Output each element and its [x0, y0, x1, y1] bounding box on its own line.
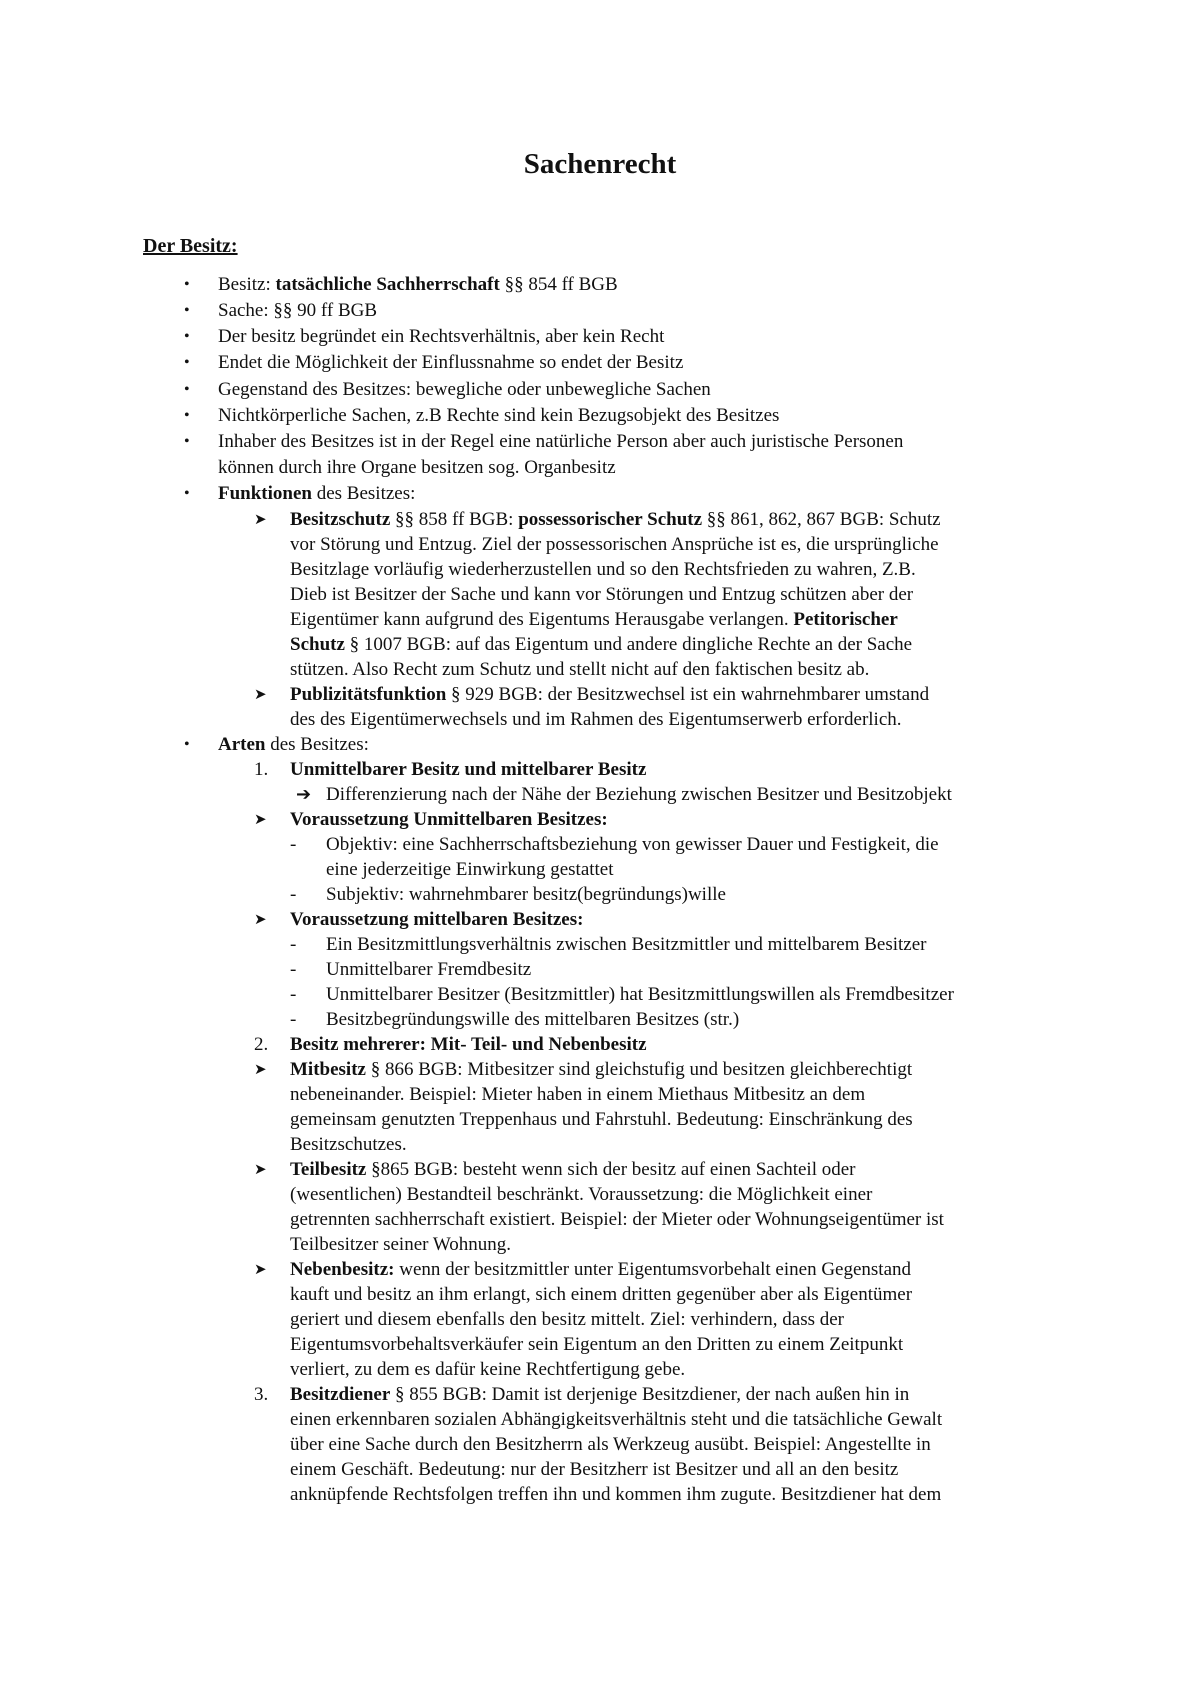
text-line — [290, 707, 902, 732]
dash-bullet: - — [290, 834, 297, 855]
text-run: Besitz: — [218, 274, 276, 295]
text-line — [290, 1032, 647, 1057]
text-line — [290, 1307, 844, 1332]
bold-text: Unmittelbarer Besitz und mittelbarer Besitz — [290, 759, 647, 780]
text-line — [290, 1482, 941, 1507]
text-run: Unmittelbarer Fremdbesitz — [326, 959, 532, 980]
text-line — [218, 429, 903, 454]
text-line — [218, 272, 618, 297]
text-line — [290, 807, 608, 832]
arrow-bullet-icon: ➤ — [254, 1160, 267, 1178]
text-line — [218, 350, 683, 375]
bullet-icon: • — [184, 328, 190, 345]
text-run: gemeinsam genutzten Treppenhaus und Fahrstuhl. Bedeutung: Einschränkung des — [290, 1109, 913, 1130]
text-run: verliert, zu dem es dafür keine Rechtfertigung gebe. — [290, 1359, 686, 1380]
arrow-bullet-icon: ➤ — [254, 1060, 267, 1078]
bold-text: Mitbesitz — [290, 1059, 366, 1080]
text-run: Der besitz begründet ein Rechtsverhältnis, aber kein Recht — [218, 326, 665, 347]
text-run: anknüpfende Rechtsfolgen treffen ihn und kommen ihm zugute. Besitzdiener hat dem — [290, 1484, 942, 1505]
dash-bullet: - — [290, 984, 297, 1005]
bullet-icon: • — [184, 354, 190, 371]
bold-text: Funktionen — [218, 483, 312, 504]
text-line — [290, 1332, 903, 1357]
text-run: stützen. Also Recht zum Schutz und stellt nicht auf den faktischen besitz ab. — [290, 659, 870, 680]
bold-text: Besitzschutz — [290, 509, 391, 530]
text-run: wenn der besitzmittler unter Eigentumsvorbehalt einen Gegenstand — [394, 1259, 912, 1280]
text-line — [290, 632, 912, 657]
text-line — [326, 932, 926, 957]
text-run: § 1007 BGB: auf das Eigentum und andere dingliche Rechte an der Sache — [344, 634, 913, 655]
text-line — [290, 682, 929, 707]
text-run: §§ 861, 862, 867 BGB: Schutz — [702, 509, 941, 530]
text-run: des des Eigentümerwechsels und im Rahmen des Eigentumserwerb erforderlich. — [290, 709, 902, 730]
text-line — [290, 757, 646, 782]
bold-text: Besitz mehrerer: Mit- Teil- und Nebenbesitz — [290, 1034, 647, 1055]
text-line — [326, 782, 952, 807]
text-line — [290, 1107, 913, 1132]
text-line — [290, 907, 583, 932]
text-line — [290, 1082, 865, 1107]
text-run: § 929 BGB: der Besitzwechsel ist ein wahrnehmbarer umstand — [446, 684, 930, 705]
text-line — [290, 1457, 898, 1482]
bold-arrow-icon: ➔ — [296, 784, 312, 805]
text-line — [290, 1132, 407, 1157]
text-run: des Besitzes: — [265, 734, 369, 755]
text-line — [290, 1282, 912, 1307]
text-line — [290, 532, 939, 557]
bold-text: tatsächliche Sachherrschaft — [275, 274, 500, 295]
text-line — [218, 298, 377, 323]
text-run: § 866 BGB: Mitbesitzer sind gleichstufig und besitzen gleichberechtigt — [365, 1059, 913, 1080]
text-run: (wesentlichen) Bestandteil beschränkt. Voraussetzung: die Möglichkeit einer — [290, 1184, 873, 1205]
text-run: geriert und diesem ebenfalls den besitz mittelt. Ziel: verhindern, dass der — [290, 1309, 844, 1330]
arrow-bullet-icon: ➤ — [254, 910, 267, 928]
text-line — [326, 882, 726, 907]
text-run: Differenzierung nach der Nähe der Beziehung zwischen Besitzer und Besitzobjekt — [326, 784, 952, 805]
text-run: einen erkennbaren sozialen Abhängigkeitsverhältnis steht und die tatsächliche Gewalt — [290, 1409, 943, 1430]
text-line — [290, 1382, 909, 1407]
text-line — [290, 1182, 872, 1207]
text-run: Objektiv: eine Sachherrschaftsbeziehung von gewisser Dauer und Festigkeit, die — [326, 834, 939, 855]
text-run: §865 BGB: besteht wenn sich der besitz auf einen Sachteil oder — [366, 1159, 856, 1180]
text-line — [290, 1057, 912, 1082]
bold-text: Petitorischer — [793, 609, 898, 630]
bold-text: Teilbesitz — [290, 1159, 367, 1180]
text-line — [218, 732, 369, 757]
list-number: 1. — [254, 759, 269, 780]
text-run: § 855 BGB: Damit ist derjenige Besitzdiener, der nach außen hin in — [390, 1384, 910, 1405]
dash-bullet: - — [290, 934, 297, 955]
text-line — [326, 832, 939, 857]
bold-text: Arten — [218, 734, 266, 755]
text-run: Inhaber des Besitzes ist in der Regel eine natürliche Person aber auch juristische Personen — [218, 431, 904, 452]
text-line — [290, 582, 913, 607]
text-run: Besitzschutzes. — [290, 1134, 407, 1155]
text-run: Unmittelbarer Besitzer (Besitzmittler) hat Besitzmittlungswillen als Fremdbesitzer — [326, 984, 954, 1005]
text-line — [290, 1232, 511, 1257]
dash-bullet: - — [290, 884, 297, 905]
text-run: über eine Sache durch den Besitzherrn als Werkzeug ausübt. Beispiel: Angestellte in — [290, 1434, 931, 1455]
bold-text: Schutz — [290, 634, 345, 655]
text-run: Sache: §§ 90 ff BGB — [218, 300, 378, 321]
text-run: vor Störung und Entzug. Ziel der possessorischen Ansprüche ist es, die ursprüngliche — [290, 534, 939, 555]
bullet-icon: • — [184, 302, 190, 319]
text-run: einem Geschäft. Bedeutung: nur der Besitzherr ist Besitzer und all an den besitz — [290, 1459, 899, 1480]
text-line — [218, 377, 711, 402]
bold-text: Voraussetzung mittelbaren Besitzes: — [290, 909, 584, 930]
bold-text: Publizitätsfunktion — [290, 684, 447, 705]
text-line — [290, 1357, 685, 1382]
text-run: Teilbesitzer seiner Wohnung. — [290, 1234, 512, 1255]
text-line — [218, 455, 616, 480]
text-line — [218, 403, 779, 428]
text-line — [290, 1157, 855, 1182]
text-line — [326, 982, 954, 1007]
text-line — [326, 857, 614, 882]
bold-text: Voraussetzung Unmittelbaren Besitzes: — [290, 809, 608, 830]
arrow-bullet-icon: ➤ — [254, 1260, 267, 1278]
bullet-icon: • — [184, 736, 190, 753]
bold-text: possessorischer Schutz — [518, 509, 703, 530]
text-run: des Besitzes: — [311, 483, 416, 504]
text-run: eine jederzeitige Einwirkung gestattet — [326, 859, 614, 880]
text-run: Eigentumsvorbehaltsverkäufer sein Eigentum an den Dritten zu einem Zeitpunkt — [290, 1334, 904, 1355]
text-line — [290, 1207, 944, 1232]
bullet-icon: • — [184, 407, 190, 424]
text-run: Ein Besitzmittlungsverhältnis zwischen Besitzmittler und mittelbarem Besitzer — [326, 934, 927, 955]
text-run: Besitzlage vorläufig wiederherzustellen und so den Rechtsfrieden zu wahren, Z.B. — [290, 559, 916, 580]
bullet-icon: • — [184, 276, 190, 293]
text-run: Subjektiv: wahrnehmbarer besitz(begründungs)wille — [326, 884, 726, 905]
arrow-bullet-icon: ➤ — [254, 510, 267, 528]
text-line — [326, 1007, 739, 1032]
bullet-icon: • — [184, 433, 190, 450]
text-line — [290, 657, 869, 682]
text-run: Dieb ist Besitzer der Sache und kann vor Störungen und Entzug schützen aber der — [290, 584, 914, 605]
text-line — [290, 1407, 942, 1432]
text-line — [290, 507, 941, 532]
text-line — [218, 324, 664, 349]
text-run: nebeneinander. Beispiel: Mieter haben in einem Miethaus Mitbesitz an dem — [290, 1084, 866, 1105]
dash-bullet: - — [290, 959, 297, 980]
text-run: können durch ihre Organe besitzen sog. Organbesitz — [218, 457, 616, 478]
page-title: Sachenrecht — [523, 148, 677, 180]
text-run: §§ 858 ff BGB: — [390, 509, 519, 530]
text-run: Gegenstand des Besitzes: bewegliche oder unbewegliche Sachen — [218, 379, 711, 400]
arrow-bullet-icon: ➤ — [254, 685, 267, 703]
section-heading: Der Besitz: — [143, 235, 238, 257]
dash-bullet: - — [290, 1009, 297, 1030]
text-line — [290, 607, 898, 632]
list-number: 3. — [254, 1384, 269, 1405]
text-line — [290, 1257, 911, 1282]
text-line — [326, 957, 531, 982]
text-run: Eigentümer kann aufgrund des Eigentums Herausgabe verlangen. — [290, 609, 794, 630]
text-run: kauft und besitz an ihm erlangt, sich einem dritten gegenüber aber als Eigentümer — [290, 1284, 913, 1305]
arrow-bullet-icon: ➤ — [254, 810, 267, 828]
text-line — [218, 481, 415, 506]
text-run: Endet die Möglichkeit der Einflussnahme so endet der Besitz — [218, 352, 684, 373]
bold-text: Nebenbesitz: — [290, 1259, 395, 1280]
text-run: Besitzbegründungswille des mittelbaren Besitzes (str.) — [326, 1009, 740, 1030]
text-run: Nichtkörperliche Sachen, z.B Rechte sind kein Bezugsobjekt des Besitzes — [218, 405, 780, 426]
text-line — [290, 557, 916, 582]
text-run: getrennten sachherrschaft existiert. Beispiel: der Mieter oder Wohnungseigentümer ist — [290, 1209, 944, 1230]
list-number: 2. — [254, 1034, 269, 1055]
bullet-icon: • — [184, 485, 190, 502]
text-line — [290, 1432, 931, 1457]
bold-text: Besitzdiener — [290, 1384, 391, 1405]
bullet-icon: • — [184, 381, 190, 398]
text-run: §§ 854 ff BGB — [499, 274, 618, 295]
